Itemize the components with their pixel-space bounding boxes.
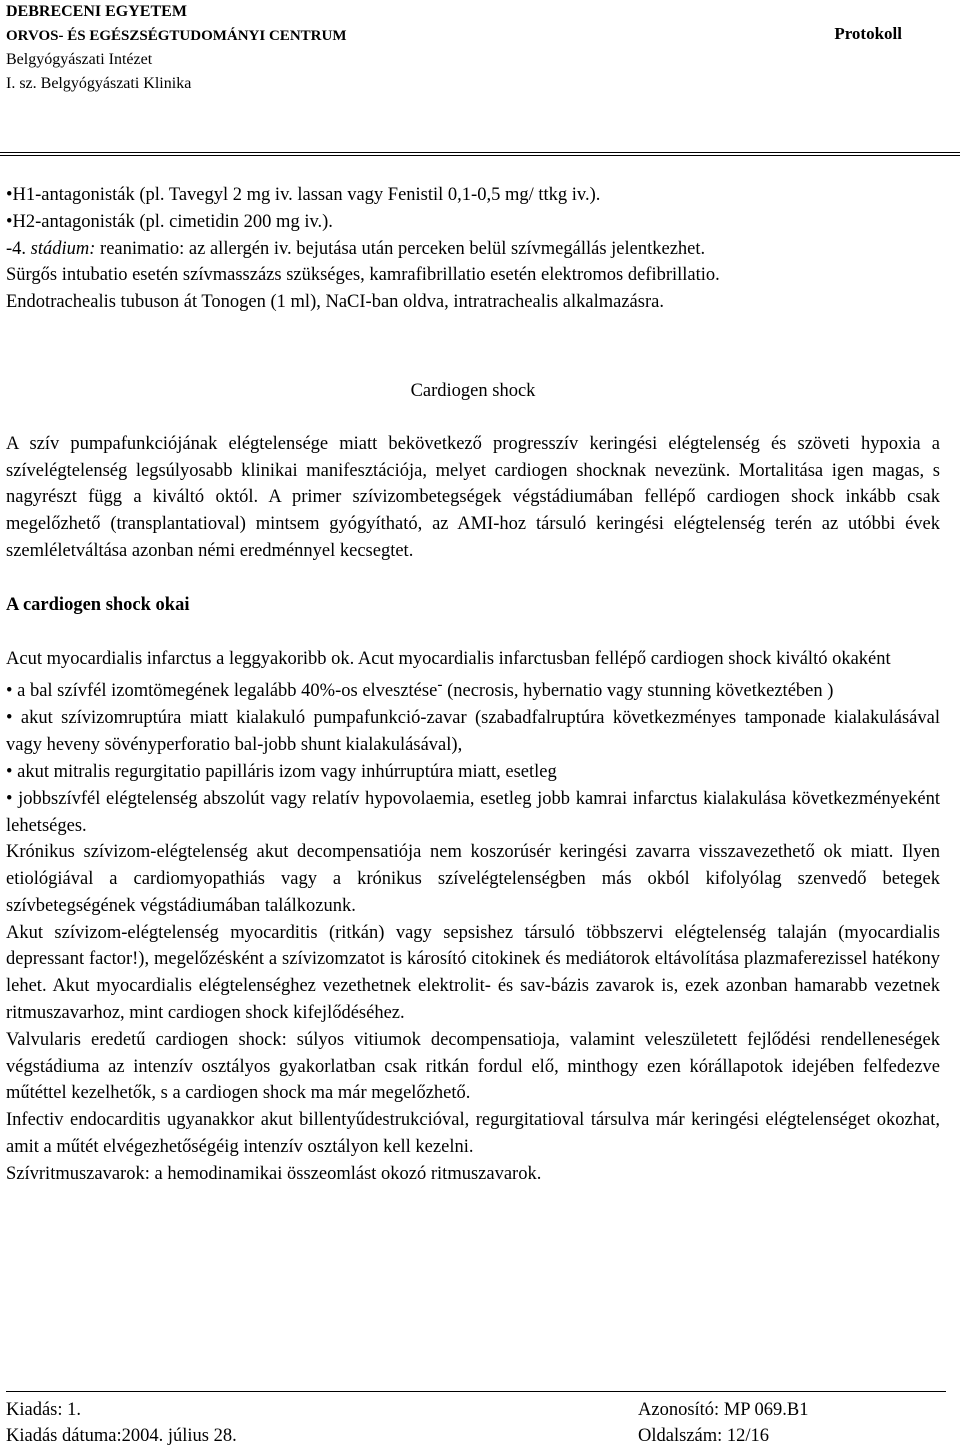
footer-identifier: Azonosító: MP 069.B1 (638, 1400, 809, 1420)
document-body (6, 182, 940, 1188)
header-divider-bottom (0, 155, 960, 156)
paragraph-valvular: Valvularis eredetű cardiogen shock: súlyos vitiumok decompensatioja, valamint veleszületett fejlődési rendelleneségek végstádiuma az intenzív osztályos gyakorlatban csak ritkán fordul elő, minthogy ezen kórállapotok idejében felfedezve műtéttel kezelhetők, s a cardiogen shock ma már megelőzhető. (6, 1029, 940, 1104)
footer-divider (6, 1391, 946, 1392)
center-name: ORVOS- ÉS EGÉSZSÉGTUDOMÁNYI CENTRUM (6, 28, 347, 44)
document-type: Protokoll (834, 24, 902, 43)
bullet-left-ventricle (6, 672, 940, 705)
bullet-mitral: • akut mitralis regurgitatio papilláris izom vagy inhúrruptúra miatt, esetleg (6, 761, 557, 782)
paragraph-chronic: Krónikus szívizom-elégtelenség akut decompensatiója nem koszorúsér keringési zavarra visszavezethető ok miatt. Ilyen etiológiával a cardiomyopathiás vagy a krónikus szívelégtelenségben más okból kifolyólag szenvedő betegek szívbetegségének végstádiumában találkozunk. (6, 842, 940, 916)
intro-line-endotracheal: Endotrachealis tubuson át Tonogen (1 ml), NaCI-ban oldva, intratrachealis alkalmazásra. (6, 292, 664, 313)
causes-heading: A cardiogen shock okai (6, 594, 190, 615)
bullet-superscript: - (437, 676, 443, 694)
footer-edition: Kiadás: 1. (6, 1400, 82, 1420)
bullet-text: • a bal szívfél izomtömegének legalább 40%-os elvesztése (6, 681, 438, 702)
paragraph-acute: Akut szívizom-elégtelenség myocarditis (ritkán) vagy sepsishez társuló többszervi elégtelenség talaján (myocardialis depressant factor!), megelőzésként a szívizomzatot is károsító citokinek és mediátorok eltávolítása plazmaferezissel hatékony lehet. Akut myocardialis elégtelenséghez vezethetnek elektrolit- és sav-bázis zavarok is, ezek azonban hamarabb vezetnek ritmuszavarhoz, mint cardiogen shock kifejlődéséhez. (6, 922, 940, 1024)
stage-text: reanimatio: az allergén iv. bejutása után perceken belül szívmegállás jelentkezhet. (95, 238, 706, 259)
clinic-name: I. sz. Belgyógyászati Klinika (6, 75, 192, 92)
spacer (6, 619, 940, 646)
stage-prefix: -4. (6, 238, 31, 259)
paragraph-arrhythmia: Szívritmuszavarok: a hemodinamikai összeomlást okozó ritmuszavarok. (6, 1163, 542, 1184)
header-divider-top (0, 152, 960, 153)
footer-page-number: Oldalszám: 12/16 (638, 1426, 770, 1446)
bullet-right-heart: • jobbszívfél elégtelenség abszolút vagy relatív hypovolaemia, esetleg jobb kamrai infarctus kialakulása következményeként lehetséges. (6, 788, 940, 836)
intro-line-stage4 (6, 236, 940, 263)
institute-name: Belgyógyászati Intézet (6, 51, 153, 68)
spacer (6, 565, 940, 592)
spacer (6, 316, 940, 368)
bullet-text: (necrosis, hybernatio vagy stunning következtében ) (442, 681, 834, 702)
header-block (6, 0, 346, 96)
university-name: DEBRECENI EGYETEM (6, 3, 187, 20)
paragraph-endocarditis: Infectiv endocarditis ugyanakkor akut billentyűdestrukcióval, regurgitatioval társulva már keringési elégtelenséget okozhat, amit a műtét elvégezhetőségéig intenzív osztályon kell kezelni. (6, 1110, 940, 1158)
intro-line-intubation: Sürgős intubatio esetén szívmasszázs szükséges, kamrafibrillatio esetén elektromos defibrillatio. (6, 265, 720, 286)
stage-label: stádium: (30, 238, 96, 259)
section-title: Cardiogen shock (410, 380, 536, 401)
paragraph-definition: A szív pumpafunkciójának elégtelensége miatt bekövetkező progresszív keringési elégtelenség és szöveti hypoxia a szívelégtelenség legsúlyosabb klinikai manifesztációja, melyet cardiogen shocknak nevezünk. Mortalitása igen magas, s nagyrészt függ a kiváltó októl. A primer szívizombetegségek végstádiumában fellépő cardiogen shock inkább csak megelőzhető (transplantatioval) mintsem gyógyítható, az AMI-hoz társuló keringési elégtelenség terén az utóbbi évek szemléletváltása azonban némi eredménnyel kecsegtet. (6, 433, 940, 561)
spacer (6, 405, 940, 431)
paragraph-causes-intro: Acut myocardialis infarctus a leggyakoribb ok. Acut myocardialis infarctusban fellépő cardiogen shock kiváltó okaként (6, 648, 891, 669)
footer-edition-date: Kiadás dátuma:2004. július 28. (6, 1426, 237, 1446)
intro-line-h2: •H2-antagonisták (pl. cimetidin 200 mg iv.). (6, 211, 333, 232)
bullet-rupture: • akut szívizomruptúra miatt kialakuló pumpafunkció-zavar (szabadfalruptúra következményes tamponade kialakulásával vagy heveny sövényperforatio bal-jobb shunt kialakulásával), (6, 708, 940, 756)
intro-line-h1: •H1-antagonisták (pl. Tavegyl 2 mg iv. lassan vagy Fenistil 0,1-0,5 mg/ ttkg iv.). (6, 185, 601, 205)
